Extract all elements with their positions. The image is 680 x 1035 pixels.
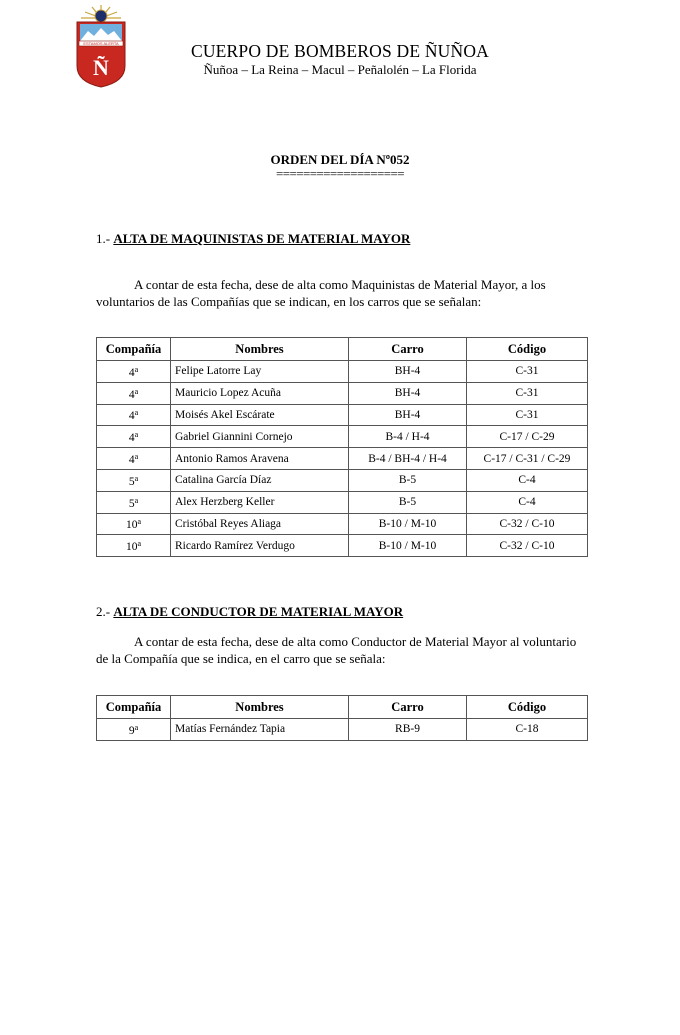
section-2-number: 2.- [96, 604, 114, 619]
fire-department-logo [74, 4, 128, 88]
organization-name: CUERPO DE BOMBEROS DE ÑUÑOA [190, 41, 490, 61]
cell-name [171, 361, 349, 383]
cell-codigo [467, 448, 588, 470]
cell-company [97, 448, 171, 470]
cell-carro-text: B-10 / M-10 [378, 517, 437, 530]
table-row [97, 491, 588, 513]
cell-codigo-text: C-32 / C-10 [499, 517, 555, 530]
cell-codigo-text: C-31 [515, 408, 539, 421]
cell-carro-text: B-5 [398, 474, 417, 487]
cell-carro-text: B-5 [398, 496, 417, 509]
cell-carro [349, 719, 467, 741]
ordinal-suffix: a [134, 495, 139, 505]
ordinal-suffix: a [134, 430, 139, 440]
cell-codigo [467, 491, 588, 513]
cell-carro [349, 513, 467, 535]
logo-banner-text: ESTAMOS ALERTA [83, 41, 119, 46]
cell-codigo [467, 426, 588, 448]
cell-company [97, 469, 171, 491]
section-2-paragraph [96, 634, 586, 667]
section-1-paragraph-text: A contar de esta fecha, dese de alta como Maquinistas de Material Mayor, a los voluntarios de las Compañías que se indican, en los carros que se señalan: [96, 277, 546, 309]
cell-name [171, 426, 349, 448]
cell-name-text: Ricardo Ramírez Verdugo [175, 539, 295, 552]
ordinal-suffix: a [134, 452, 139, 462]
cell-name-text: Felipe Latorre Lay [175, 365, 262, 378]
cell-codigo [467, 469, 588, 491]
section-2-title: ALTA DE CONDUCTOR DE MATERIAL MAYOR [113, 604, 404, 619]
cell-codigo [467, 535, 588, 557]
cell-company [97, 426, 171, 448]
column-header: Compañía [97, 696, 171, 719]
section-1-title: ALTA DE MAQUINISTAS DE MATERIAL MAYOR [113, 231, 411, 246]
table-header-row [97, 338, 588, 361]
cell-codigo-text: C-4 [518, 496, 536, 509]
ordinal-suffix: a [134, 722, 139, 732]
table-row [97, 535, 588, 557]
cell-carro-text: BH-4 [394, 365, 421, 378]
column-header: Nombres [171, 338, 349, 361]
cell-name-text: Gabriel Giannini Cornejo [175, 430, 293, 443]
cell-company-text: 9 [128, 724, 135, 737]
cell-company-text: 10 [125, 541, 138, 554]
cell-carro-text: BH-4 [394, 387, 421, 400]
section-1-heading [96, 231, 410, 247]
ordinal-suffix: a [137, 539, 142, 549]
cell-name-text: Alex Herzberg Keller [175, 496, 275, 509]
ordinal-suffix: a [134, 386, 139, 396]
cell-company-text: 4 [128, 410, 135, 423]
column-header: Carro [349, 338, 467, 361]
cell-company [97, 404, 171, 426]
cell-carro [349, 426, 467, 448]
cell-company [97, 535, 171, 557]
cell-name [171, 513, 349, 535]
cell-name-text: Catalina García Díaz [175, 474, 272, 487]
section-2-heading [96, 604, 403, 620]
table-header-row [97, 696, 588, 719]
cell-codigo [467, 719, 588, 741]
cell-name-text: Moisés Akel Escárate [175, 408, 275, 421]
table-row [97, 361, 588, 383]
cell-name [171, 719, 349, 741]
column-header: Carro [349, 696, 467, 719]
cell-carro [349, 361, 467, 383]
cell-name [171, 404, 349, 426]
cell-company-text: 4 [128, 388, 135, 401]
cell-carro-text: B-4 / H-4 [385, 430, 430, 443]
table-row [97, 469, 588, 491]
letterhead [150, 40, 530, 78]
cell-carro [349, 404, 467, 426]
cell-company [97, 361, 171, 383]
cell-codigo [467, 382, 588, 404]
cell-company [97, 382, 171, 404]
cell-carro-text: B-4 / BH-4 / H-4 [368, 452, 447, 465]
column-header: Nombres [171, 696, 349, 719]
table-row [97, 404, 588, 426]
cell-name-text: Antonio Ramos Aravena [175, 452, 289, 465]
cell-company-text: 4 [128, 432, 135, 445]
cell-company [97, 513, 171, 535]
table-row [97, 513, 588, 535]
machinists-table [96, 337, 588, 557]
section-2-paragraph-text: A contar de esta fecha, dese de alta como Conductor de Material Mayor al voluntario de la Compañía que se indica, en el carro que se señala: [96, 634, 577, 666]
cell-name [171, 382, 349, 404]
organization-subtitle: Ñuñoa – La Reina – Macul – Peñalolén – La Florida [203, 62, 477, 77]
cell-company [97, 719, 171, 741]
cell-carro-text: B-10 / M-10 [378, 539, 437, 552]
cell-codigo [467, 513, 588, 535]
cell-company-text: 5 [128, 497, 135, 510]
cell-name-text: Matías Fernández Tapia [175, 723, 286, 736]
driver-table [96, 695, 588, 741]
ordinal-suffix: a [134, 408, 139, 418]
column-header: Código [467, 696, 588, 719]
cell-codigo-text: C-32 / C-10 [499, 539, 555, 552]
cell-company-text: 4 [128, 454, 135, 467]
cell-name-text: Mauricio Lopez Acuña [175, 387, 282, 400]
column-header: Código [467, 338, 588, 361]
ordinal-suffix: a [134, 473, 139, 483]
cell-company-text: 4 [128, 366, 135, 379]
order-title-rule: =================== [276, 166, 404, 181]
cell-codigo-text: C-31 [515, 387, 539, 400]
section-1-paragraph [96, 277, 586, 310]
table-row [97, 382, 588, 404]
cell-carro [349, 448, 467, 470]
cell-carro-text: RB-9 [395, 723, 420, 736]
cell-company-text: 10 [125, 519, 138, 532]
cell-codigo [467, 404, 588, 426]
cell-carro [349, 469, 467, 491]
cell-carro [349, 535, 467, 557]
cell-codigo-text: C-31 [515, 365, 539, 378]
ordinal-suffix: a [134, 364, 139, 374]
cell-codigo-text: C-4 [518, 474, 536, 487]
table-row [97, 448, 588, 470]
cell-codigo-text: C-17 / C-29 [499, 430, 555, 443]
cell-carro-text: BH-4 [394, 408, 421, 421]
cell-name [171, 469, 349, 491]
table-row [97, 719, 588, 741]
cell-carro [349, 382, 467, 404]
table-row [97, 426, 588, 448]
logo-letter: Ñ [93, 55, 109, 80]
cell-carro [349, 491, 467, 513]
cell-name [171, 491, 349, 513]
cell-company [97, 491, 171, 513]
cell-codigo [467, 361, 588, 383]
cell-name [171, 448, 349, 470]
order-title: ORDEN DEL DÍA Nº052 [270, 152, 410, 167]
cell-name-text: Cristóbal Reyes Aliaga [175, 517, 282, 530]
ordinal-suffix: a [137, 517, 142, 527]
cell-company-text: 5 [128, 475, 135, 488]
section-1-number: 1.- [96, 231, 114, 246]
cell-codigo-text: C-18 [515, 723, 539, 736]
column-header: Compañía [97, 338, 171, 361]
cell-codigo-text: C-17 / C-31 / C-29 [483, 452, 571, 465]
cell-name [171, 535, 349, 557]
